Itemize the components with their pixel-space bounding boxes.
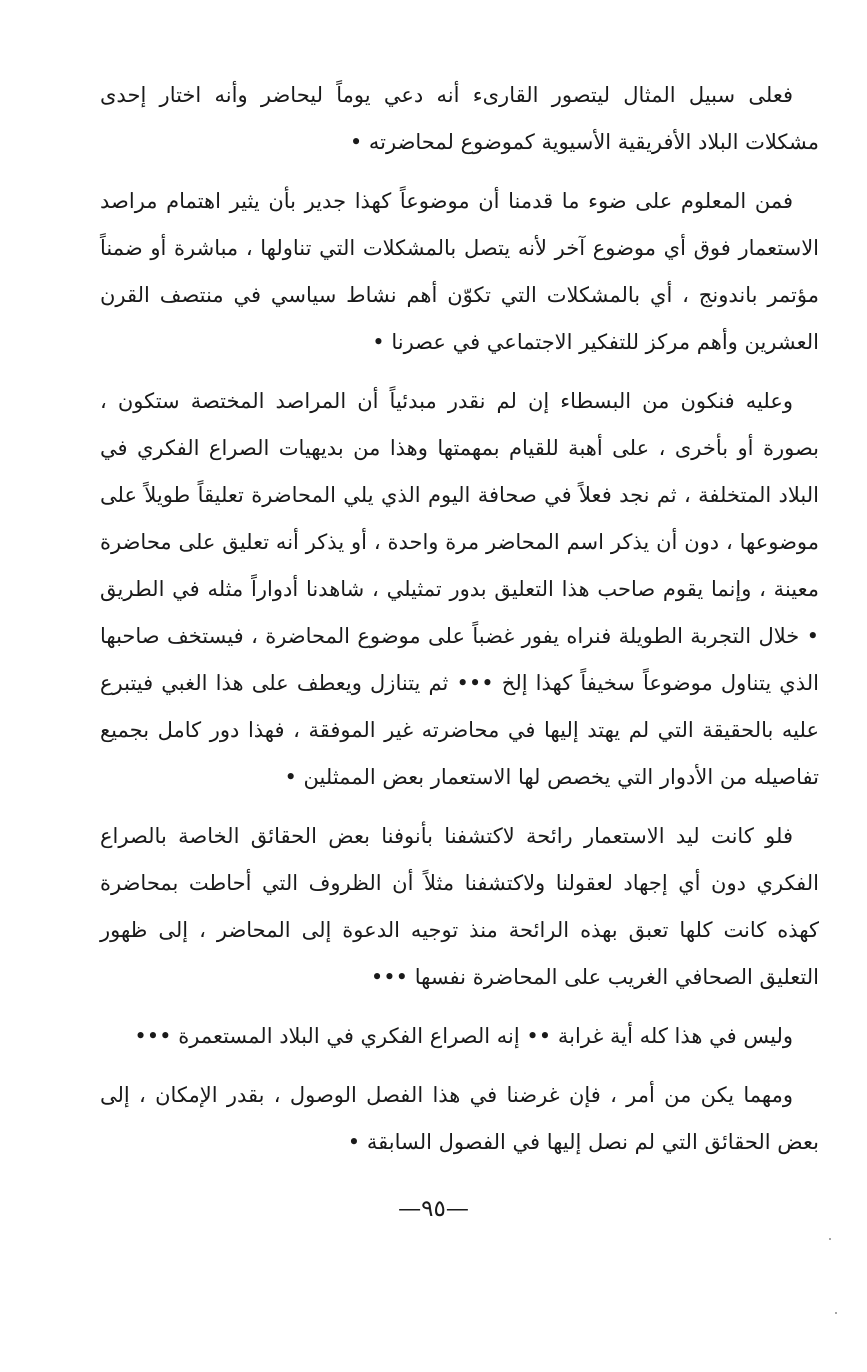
- paragraph: فعلى سبيل المثال ليتصور القارىء أنه دعي يوماً ليحاضر وأنه اختار إحدى مشكلات البلاد الأفريقية الأسيوية كموضوع لمحاضرته •: [100, 83, 819, 154]
- page-number: —٩٥—: [398, 1196, 469, 1222]
- paragraph: فلو كانت ليد الاستعمار رائحة لاكتشفنا بأنوفنا بعض الحقائق الخاصة بالصراع الفكري دون أي إجهاد لعقولنا ولاكتشفنا مثلاً أن الظروف التي أحاطت بمحاضرة كهذه كانت كلها تعبق بهذه الرائحة منذ توجيه الدعوة إلى المحاضر ، إلى ظهور التعليق الصحافي الغريب على المحاضرة نفسها •••: [100, 824, 819, 989]
- paragraph: فمن المعلوم على ضوء ما قدمنا أن موضوعاً كهذا جدير بأن يثير اهتمام مراصد الاستعمار فوق أي موضوع آخر لأنه يتصل بالمشكلات التي تناولها ، مباشرة أو ضمناً مؤتمر باندونج ، أي بالمشكلات التي تكوّن أهم نشاط سياسي في منتصف القرن العشرين وأهم مركز للتفكير الاجتماعي في عصرنا •: [100, 189, 819, 354]
- paragraph: وعليه فنكون من البسطاء إن لم نقدر مبدئياً أن المراصد المختصة ستكون ، بصورة أو بأخرى ، على أهبة للقيام بمهمتها وهذا من بديهيات الصراع الفكري في البلاد المتخلفة ، ثم نجد فعلاً في صحافة اليوم الذي يلي المحاضرة تعليقاً طويلاً على موضوعها ، دون أن يذكر اسم المحاضر مرة واحدة ، أو يذكر أنه تعليق على محاضرة معينة ، وإنما يقوم صاحب هذا التعليق بدور تمثيلي ، شاهدنا أدواراً مثله في الطريق • خلال التجربة الطويلة فنراه يفور غضباً على موضوع المحاضرة ، فيستخف صاحبها الذي يتناول موضوعاً سخيفاً كهذا إلخ ••• ثم يتنازل ويعطف على هذا الغبي فيتبرع عليه بالحقيقة التي لم يهتد إليها في محاضرته غير الموفقة ، فهذا دور كامل بجميع تفاصيله من الأدوار التي يخصص لها الاستعمار بعض الممثلين •: [100, 389, 819, 789]
- paragraph: وليس في هذا كله أية غرابة •• إنه الصراع الفكري في البلاد المستعمرة •••: [134, 1024, 793, 1048]
- scan-speck: [829, 1238, 831, 1240]
- scan-speck: [835, 1312, 837, 1314]
- body-text: [100, 72, 819, 1178]
- paragraph: ومهما يكن من أمر ، فإن غرضنا في هذا الفصل الوصول ، بقدر الإمكان ، إلى بعض الحقائق التي لم نصل إليها في الفصول السابقة •: [100, 1083, 819, 1154]
